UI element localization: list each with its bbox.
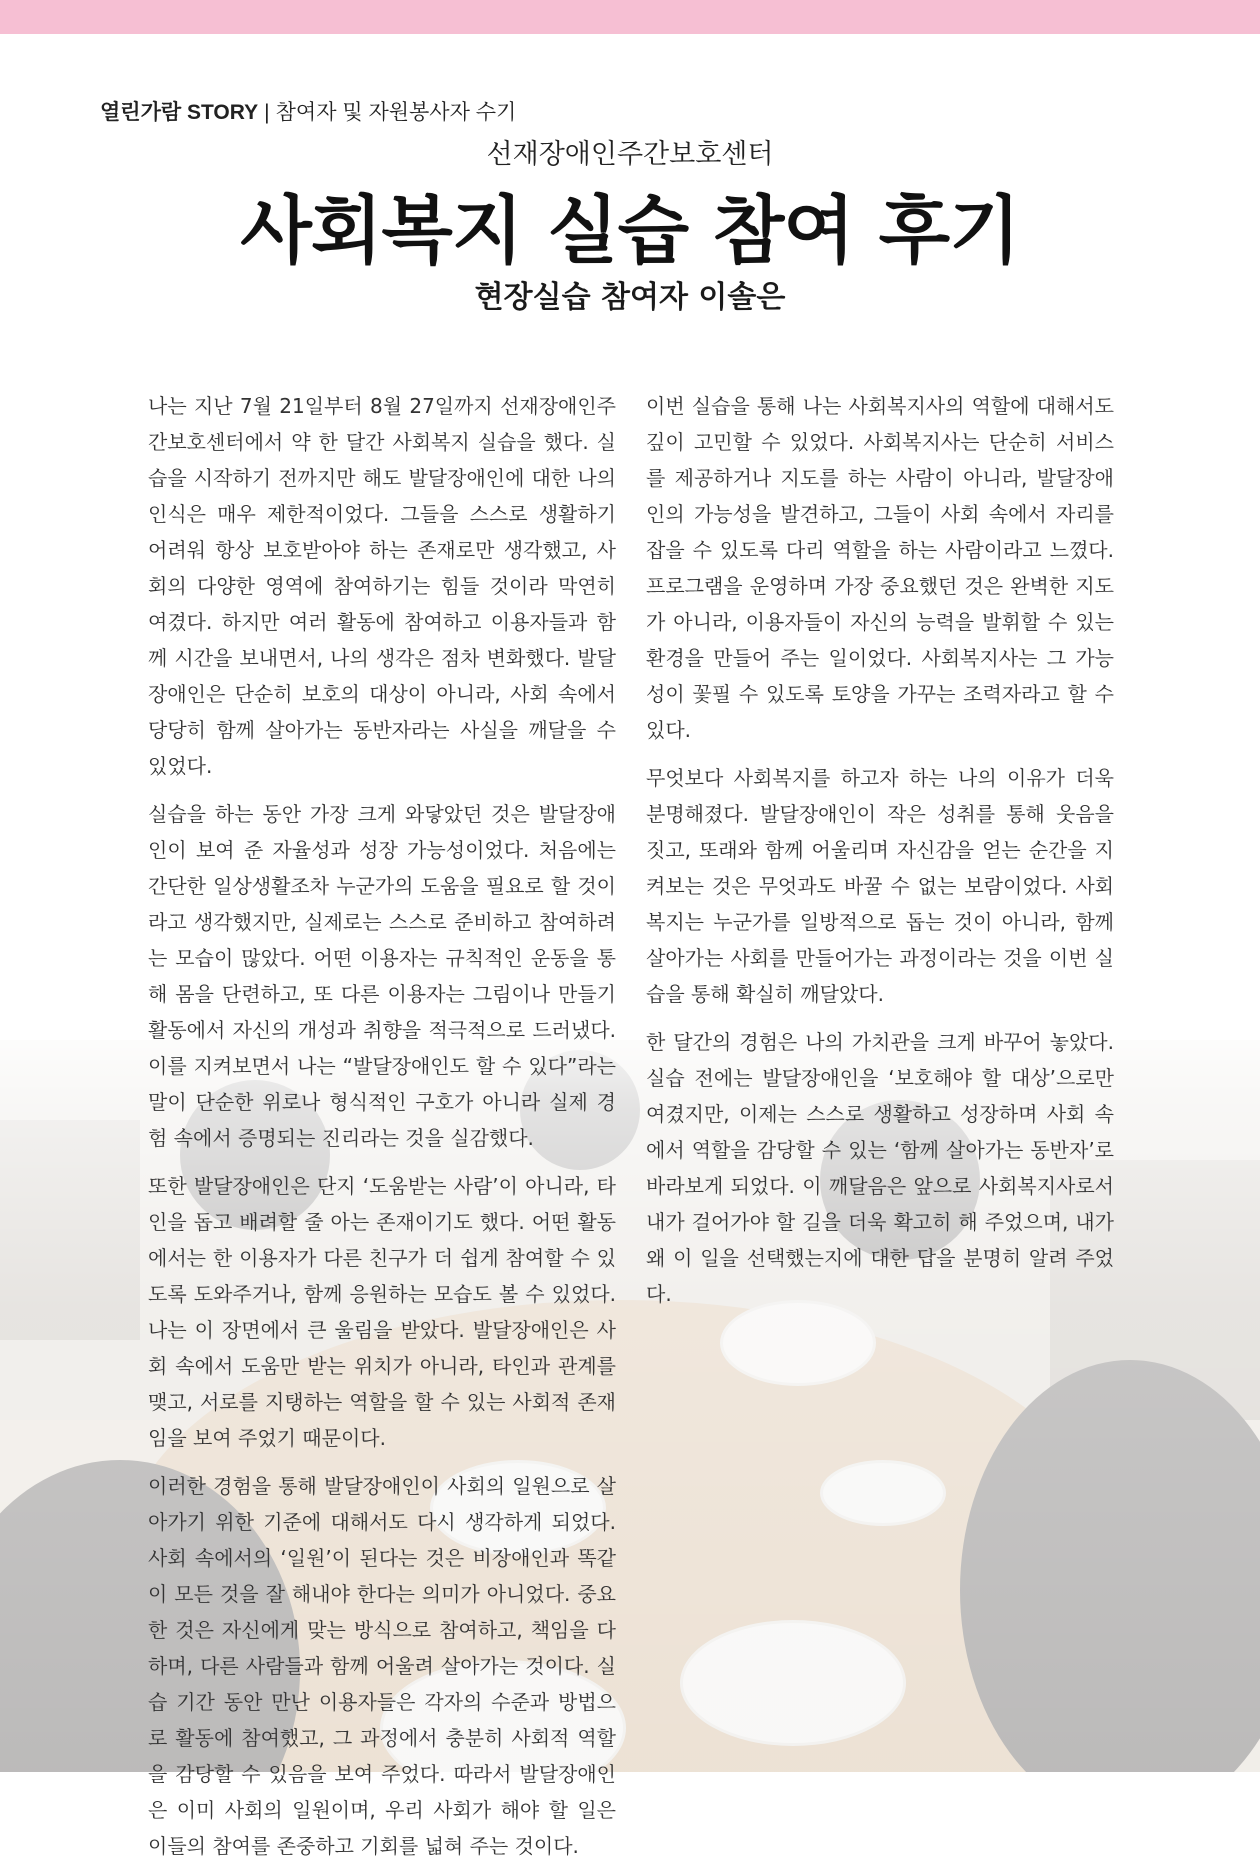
text-column-right [646, 388, 1114, 1324]
paragraph-7: 한 달간의 경험은 나의 가치관을 크게 바꾸어 놓았다. 실습 전에는 발달장애인을 ‘보호해야 할 대상’으로만 여겼지만, 이제는 스스로 생활하고 성장하며 사회 속에서 역할을 감당할 수 있는 ‘함께 살아가는 동반자’로 바라보게 되었다. 이 깨달음은 앞으로 사회복지사로서 내가 걸어가야 할 길을 더욱 확고히 해 주었으며, 내가 왜 이 일을 선택했는지에 대한 답을 분명히 알려 주었다. [646, 1030, 1114, 1306]
text-column-left [148, 388, 616, 1876]
article-author: 현장실습 참여자 이솔은 [474, 280, 786, 315]
paragraph-5: 이번 실습을 통해 나는 사회복지사의 역할에 대해서도 깊이 고민할 수 있었다. 사회복지사는 단순히 서비스를 제공하거나 지도를 하는 사람이 아니라, 발달장애인의 가능성을 발견하고, 그들이 사회 속에서 자리를 잡을 수 있도록 다리 역할을 하는 사람이라고 느꼈다. 프로그램을 운영하며 가장 중요했던 것은 완벽한 지도가 아니라, 이용자들이 자신의 능력을 발휘할 수 있는 환경을 만들어 주는 일이었다. 사회복지사는 그 가능성이 꽃필 수 있도록 토양을 가꾸는 조력자라고 할 수 있다. [646, 394, 1114, 742]
section-separator: | [264, 101, 270, 124]
section-label: 열린가람 STORY [100, 101, 259, 124]
organization-name: 선재장애인주간보호센터 [486, 139, 774, 170]
section-sublabel: 참여자 및 자원봉사자 수기 [275, 101, 517, 124]
paragraph-3: 또한 발달장애인은 단지 ‘도움받는 사람’이 아니라, 타인을 돕고 배려할 줄 아는 존재이기도 했다. 어떤 활동에서는 한 이용자가 다른 친구가 더 쉽게 참여할 수 있도록 도와주거나, 함께 응원하는 모습도 볼 수 있었다. 나는 이 장면에서 큰 울림을 받았다. 발달장애인은 사회 속에서 도움만 받는 위치가 아니라, 타인과 관계를 맺고, 서로를 지탱하는 역할을 할 수 있는 사회적 존재임을 보여 주었기 때문이다. [148, 1174, 616, 1450]
paragraph-1: 나는 지난 7월 21일부터 8월 27일까지 선재장애인주간보호센터에서 약 한 달간 사회복지 실습을 했다. 실습을 시작하기 전까지만 해도 발달장애인에 대한 나의 인식은 매우 제한적이었다. 그들을 스스로 생활하기 어려워 항상 보호받아야 하는 존재로만 생각했고, 사회의 다양한 영역에 참여하기는 힘들 것이라 막연히 여겼다. 하지만 여러 활동에 참여하고 이용자들과 함께 시간을 보내면서, 나의 생각은 점차 변화했다. 발달장애인은 단순히 보호의 대상이 아니라, 사회 속에서 당당히 함께 살아가는 동반자라는 사실을 깨달을 수 있었다. [148, 394, 616, 778]
top-color-band [0, 0, 1260, 34]
paragraph-2: 실습을 하는 동안 가장 크게 와닿았던 것은 발달장애인이 보여 준 자율성과 성장 가능성이었다. 처음에는 간단한 일상생활조차 누군가의 도움을 필요로 할 것이라고 생각했지만, 실제로는 스스로 준비하고 참여하려는 모습이 많았다. 어떤 이용자는 규칙적인 운동을 통해 몸을 단련하고, 또 다른 이용자는 그림이나 만들기 활동에서 자신의 개성과 취향을 적극적으로 드러냈다. 이를 지켜보면서 나는 “발달장애인도 할 수 있다”라는 말이 단순한 위로나 형식적인 구호가 아니라 실제 경험 속에서 증명되는 진리라는 것을 실감했다. [148, 802, 616, 1150]
paragraph-6: 무엇보다 사회복지를 하고자 하는 나의 이유가 더욱 분명해졌다. 발달장애인이 작은 성취를 통해 웃음을 짓고, 또래와 함께 어울리며 자신감을 얻는 순간을 지켜보는 것은 무엇과도 바꿀 수 없는 보람이었다. 사회복지는 누군가를 일방적으로 돕는 것이 아니라, 함께 살아가는 사회를 만들어가는 과정이라는 것을 이번 실습을 통해 확실히 깨달았다. [646, 766, 1114, 1006]
paragraph-4: 이러한 경험을 통해 발달장애인이 사회의 일원으로 살아가기 위한 기준에 대해서도 다시 생각하게 되었다. 사회 속에서의 ‘일원’이 된다는 것은 비장애인과 똑같이 모든 것을 잘 해내야 한다는 의미가 아니었다. 중요한 것은 자신에게 맞는 방식으로 참여하고, 책임을 다하며, 다른 사람들과 함께 어울려 살아가는 것이다. 실습 기간 동안 만난 이용자들은 각자의 수준과 방법으로 활동에 참여했고, 그 과정에서 충분히 사회적 역할을 감당할 수 있음을 보여 주었다. 따라서 발달장애인은 이미 사회의 일원이며, 우리 사회가 해야 할 일은 이들의 참여를 존중하고 기회를 넓혀 주는 것이다. [148, 1474, 616, 1858]
section-header [100, 96, 516, 126]
article-title: 사회복지 실습 참여 후기 [240, 188, 1020, 274]
